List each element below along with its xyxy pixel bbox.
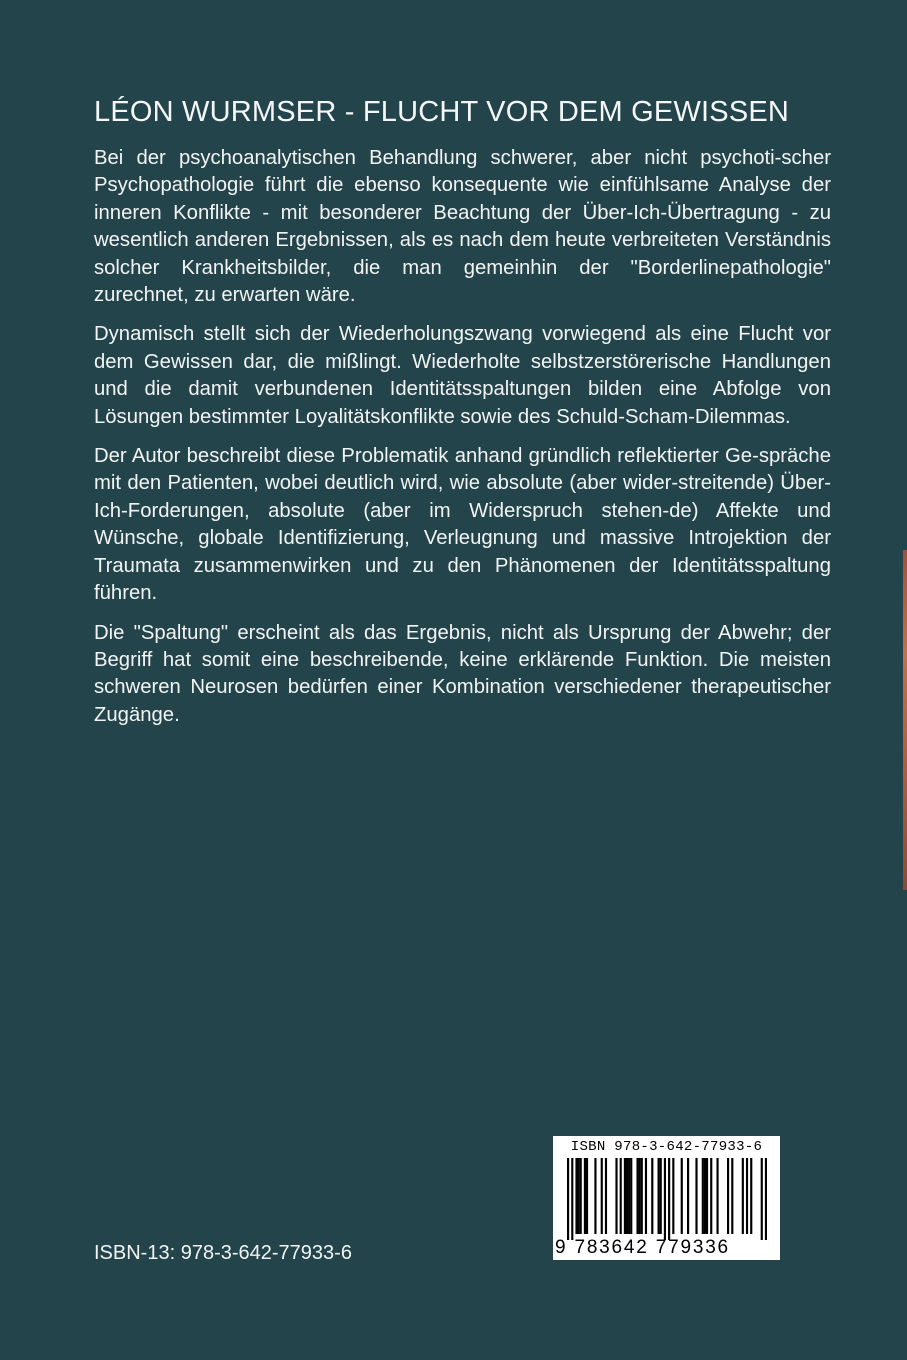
- blurb-paragraph-1: Bei der psychoanalytischen Behandlung schwerer, aber nicht psychoti-scher Psychopathologie führt die ebenso konsequente wie einfühlsame Analyse der inneren Konflikte - mit besonderer Beachtung der Über-Ich-Übertragung - zu wesentlich anderen Ergebnissen, als es nach dem heute verbreiteten Verständnis solcher Krankheitsbilder, die man gemeinhin der "Borderlinepathologie" zurechnet, zu erwarten wäre.: [94, 147, 831, 307]
- barcode-bar: [672, 1158, 674, 1234]
- barcode-bar: [660, 1158, 662, 1234]
- barcode-bar: [645, 1158, 647, 1234]
- barcode-isbn-text: ISBN 978-3-642-77933-6: [570, 1139, 763, 1155]
- barcode-bar: [605, 1158, 607, 1234]
- blurb-paragraph-3: Der Autor beschreibt diese Problematik anhand gründlich reflektierter Ge-spräche mit den Patienten, wobei deutlich wird, wie absolute (aber wider-streitende) Über-Ich-Forderungen, absolute (aber im Widerspruch stehen-de) Affekte und Wünsche, globale Identifizierung, Verleugnung und massive Introjektion der Traumata zusammenwirken und zu den Phänomenen der Identitätsspaltung führen.: [94, 445, 831, 605]
- barcode-bar: [594, 1158, 596, 1234]
- barcode-bar: [761, 1158, 763, 1240]
- barcode-bar: [710, 1158, 712, 1234]
- barcode-bar: [630, 1158, 632, 1234]
- barcode-bar: [651, 1158, 653, 1234]
- barcode: [553, 1136, 780, 1260]
- blurb-paragraph-4: Die "Spaltung" erscheint als das Ergebnis, nicht als Ursprung der Abwehr; der Begriff hat somit eine beschreibende, keine erklärende Funktion. Die meisten schweren Neurosen bedürfen einer Kombination verschiedener therapeutischer Zugänge.: [94, 621, 831, 726]
- barcode-bars: [567, 1158, 767, 1240]
- barcode-digits: 9 783642 779336: [555, 1237, 730, 1258]
- barcode-bar: [750, 1158, 752, 1234]
- barcode-bar: [695, 1158, 697, 1234]
- barcode-bar: [641, 1158, 643, 1234]
- blurb: [94, 145, 831, 741]
- barcode-bar: [727, 1158, 729, 1234]
- barcode-bar: [687, 1158, 689, 1234]
- barcode-bar: [681, 1158, 683, 1234]
- barcode-bar: [702, 1158, 704, 1234]
- barcode-bar: [624, 1158, 626, 1234]
- barcode-bar: [658, 1158, 660, 1234]
- barcode-bar: [620, 1158, 622, 1234]
- barcode-bar: [765, 1158, 767, 1240]
- barcode-bar: [584, 1158, 586, 1234]
- barcode-bar: [731, 1158, 733, 1234]
- barcode-bar: [636, 1158, 638, 1234]
- barcode-bar: [571, 1158, 573, 1240]
- barcode-bar: [668, 1158, 670, 1240]
- barcode-bar: [704, 1158, 706, 1234]
- blurb-paragraph-2: Dynamisch stellt sich der Wiederholungszwang vorwiegend als eine Flucht vor dem Gewissen dar, die mißlingt. Wiederholte selbstzerstörerische Handlungen und die damit verbundenen Identitätsspaltungen bilden eine Abfolge von Lösungen bestimmter Loyalitätskonflikte sowie des Schuld-Scham-Dilemmas.: [94, 323, 831, 428]
- cover-edge-artwork: [903, 550, 907, 890]
- barcode-bar: [746, 1158, 748, 1234]
- barcode-bar: [575, 1158, 577, 1234]
- barcode-bar: [628, 1158, 630, 1234]
- book-title: LÉON WURMSER - FLUCHT VOR DEM GEWISSEN: [94, 96, 790, 128]
- barcode-bar: [626, 1158, 628, 1234]
- barcode-bar: [615, 1158, 617, 1234]
- barcode-bar: [742, 1158, 744, 1234]
- barcode-bar: [706, 1158, 708, 1234]
- barcode-bar: [586, 1158, 588, 1234]
- barcode-bar: [601, 1158, 603, 1234]
- barcode-bar: [578, 1158, 580, 1234]
- barcode-bar: [580, 1158, 582, 1234]
- barcode-bar: [567, 1158, 569, 1240]
- barcode-bar: [664, 1158, 666, 1240]
- barcode-bar: [716, 1158, 718, 1234]
- isbn-label: ISBN-13: 978-3-642-77933-6: [94, 1242, 352, 1264]
- barcode-bar: [639, 1158, 641, 1234]
